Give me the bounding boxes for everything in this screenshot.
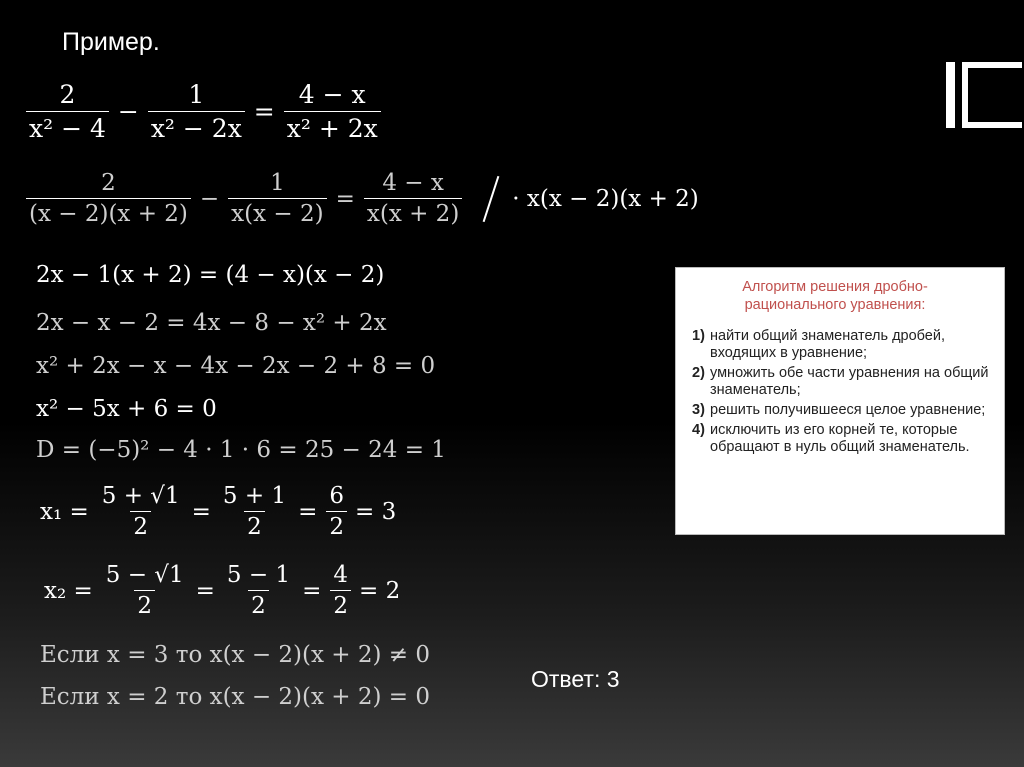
fraction: $\frac{5 + √1}{2}$ <box>101 483 180 540</box>
algorithm-step: 2) умножить обе части уравнения на общий знаменатель; <box>692 365 989 398</box>
multiplier: · x(x − 2)(x + 2) <box>512 185 699 212</box>
step-5: D = (−5)² − 4 · 1 · 6 = 25 − 24 = 1 <box>36 437 446 463</box>
algorithm-step: 4) исключить из его корней те, которые обращают в нуль общий знаменатель. <box>692 422 970 455</box>
fraction: $\frac{5 + 1}{2}$ <box>222 483 287 540</box>
step-2: 2x − x − 2 = 4x − 8 − x² + 2x <box>36 310 387 336</box>
equation-factored: $\frac{2}{(x - 2)(x + 2)}$ − $\frac{1}{x(x - 2)}$ = $\frac{4 - x}{x(x + 2)}$ · x(x − 2)(x + 2) <box>22 170 699 227</box>
step-1: 2x − 1(x + 2) = (4 − x)(x − 2) <box>36 262 385 288</box>
fraction: $\frac{1}{x(x - 2)}$ <box>228 170 326 227</box>
fraction: $\frac{4 - x}{x(x + 2)}$ <box>364 170 462 227</box>
fraction: $\frac{2}{(x - 2)(x + 2)}$ <box>26 170 191 227</box>
check-x3: Если x = 3 то x(x − 2)(x + 2) ≠ 0 <box>40 642 431 668</box>
algorithm-title: Алгоритм решения дробно-рационального уравнения: <box>742 279 928 313</box>
algorithm-step: 1) найти общий знаменатель дробей, входящих в уравнение; <box>692 328 946 361</box>
step-4: x² − 5x + 6 = 0 <box>36 396 217 422</box>
root-x2: x₂ = $\frac{5 - √1}{2}$ = $\frac{5 - 1}{2}$ = $\frac{4}{2}$ = 2 <box>44 562 401 619</box>
slash-separator <box>483 175 500 221</box>
step-3: x² + 2x − x − 4x − 2x − 2 + 8 = 0 <box>36 353 436 379</box>
check-x2: Если x = 2 то x(x − 2)(x + 2) = 0 <box>40 684 431 710</box>
algorithm-box <box>675 267 1005 535</box>
decor-frame <box>962 62 1022 128</box>
algorithm-step: 3) решить получившееся целое уравнение; <box>692 402 986 418</box>
fraction: $\frac{1}{\text{x² − 2x}}$ <box>148 80 245 143</box>
fraction: $\frac{6}{2}$ <box>326 483 347 540</box>
fraction: $\frac{5 - √1}{2}$ <box>105 562 184 619</box>
fraction: $\frac{4}{2}$ <box>330 562 351 619</box>
fraction: $\frac{4 - x}{\text{x² + 2x}}$ <box>284 80 381 143</box>
slide-title: Пример. <box>62 28 160 56</box>
decor-bar <box>946 62 955 128</box>
algorithm-steps <box>676 328 1004 456</box>
fraction: $\frac{2}{\text{x² − 4}}$ <box>26 80 109 143</box>
equation-original: $\frac{2}{\text{x² − 4}}$ − $\frac{1}{\text{x² − 2x}}$ = $\frac{4 - x}{\text{x² + 2x}}$ <box>22 80 385 143</box>
answer: Ответ: 3 <box>531 666 620 692</box>
fraction: $\frac{5 - 1}{2}$ <box>226 562 291 619</box>
root-x1: x₁ = $\frac{5 + √1}{2}$ = $\frac{5 + 1}{2}$ = $\frac{6}{2}$ = 3 <box>40 483 397 540</box>
